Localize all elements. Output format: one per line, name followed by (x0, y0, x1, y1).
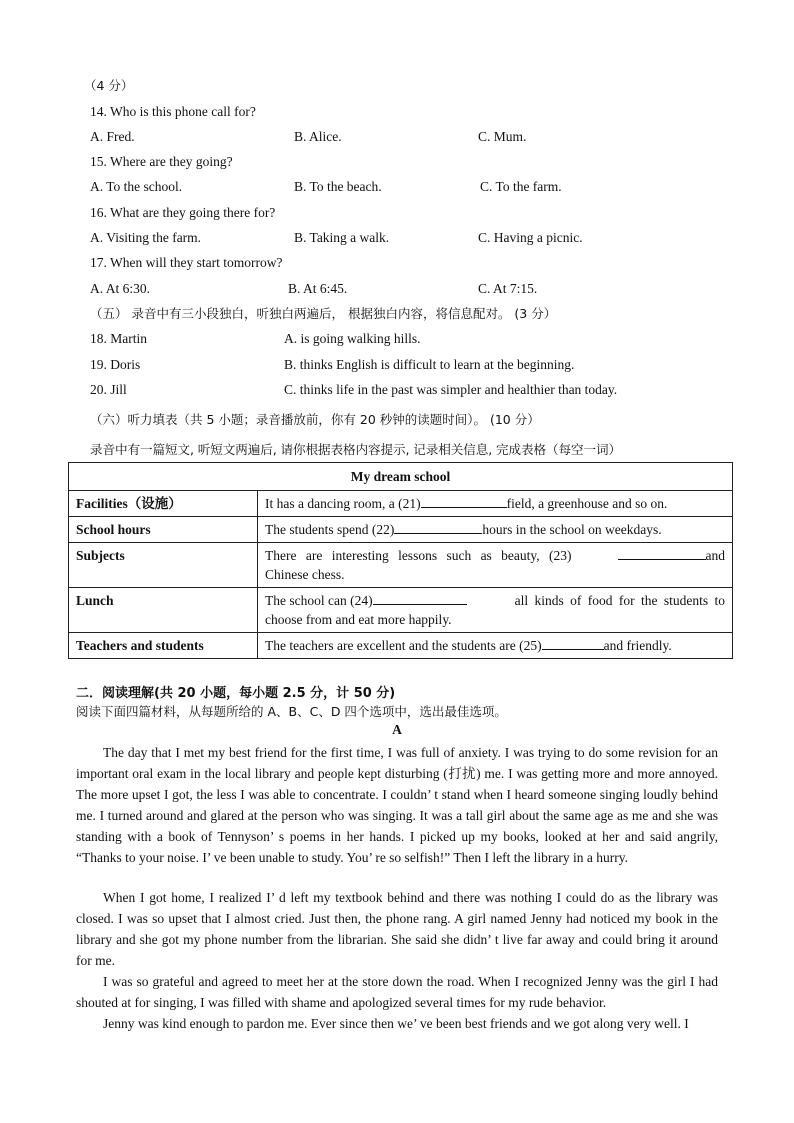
row-content: It has a dancing room, a (21) field, a greenhouse and so on. (258, 491, 733, 517)
match-option-c: C. thinks life in the past was simpler and healthier than today. (284, 382, 618, 397)
q17-option-c: C. At 7:15. (478, 281, 538, 296)
row-content: The teachers are excellent and the students are (25) and friendly. (258, 633, 733, 659)
question-14: 14. Who is this phone call for? (90, 104, 256, 119)
row-content: The students spend (22) hours in the school on weekdays. (258, 517, 733, 543)
q16-option-b: B. Taking a walk. (294, 230, 390, 245)
match-20-name: 20. Jill (90, 382, 127, 397)
q15-option-c: C. To the farm. (480, 179, 562, 194)
passage-paragraph-2: When I got home, I realized I’ d left my textbook behind and there was nothing I could do as the library was closed. I was so upset that I almost cried. Just then, the phone rang. A girl named Jenny had noticed my book in the library and she got my phone number from the librarian. She said she didn’ t live far away and could bring it around for me. (76, 890, 718, 968)
row-label: Lunch (69, 588, 258, 633)
question-15: 15. Where are they going? (90, 154, 233, 169)
table-row (69, 588, 733, 633)
passage-paragraph-1: The day that I met my best friend for the first time, I was full of anxiety. I was trying to do some revision for an important oral exam in the local library and people kept disturbing (打扰) me. I was getting more and more annoyed. The more upset I got, the less I was able to concentrate. I couldn’ t stand when I heard someone singing loudly behind me. I turned around and glared at the person who was singing. It was a tall girl about the same age as me and she was standing with a book of Tennyson’ s poems in her hands. I picked up my books, looked at her and said angrily, “Thanks to your noise. I’ ve been unable to study. You’ re so selfish!” Then I left the library in a hurry. (76, 745, 718, 865)
table-row (69, 517, 733, 543)
q17-option-b: B. At 6:45. (288, 281, 348, 296)
q15-option-a: A. To the school. (90, 179, 183, 194)
match-option-a: A. is going walking hills. (284, 331, 421, 346)
row-label: Subjects (69, 543, 258, 588)
match-19-name: 19. Doris (90, 357, 141, 372)
table-row (69, 543, 733, 588)
q15-option-b: B. To the beach. (294, 179, 382, 194)
question-16: 16. What are they going there for? (90, 205, 276, 220)
dream-school-table (68, 462, 733, 659)
part4-score: （4 分） (84, 78, 134, 93)
row-label: School hours (69, 517, 258, 543)
passage-label: A (392, 722, 402, 737)
table-row (69, 633, 733, 659)
part5-instruction: （五） 录音中有三小段独白，听独白两遍后， 根据独白内容，将信息配对。 (3 分） (90, 306, 557, 321)
row-label: Facilities（设施） (69, 491, 258, 517)
part6-instruction: （六）听力填表（共 5 小题；录音播放前，你有 20 秒钟的读题时间）。 (10 分） (90, 412, 540, 427)
row-label: Teachers and students (69, 633, 258, 659)
q16-option-c: C. Having a picnic. (478, 230, 583, 245)
answer-blank-22[interactable] (394, 520, 482, 534)
passage-paragraph-4: Jenny was kind enough to pardon me. Ever since then we’ ve been best friends and we got along very well. I (103, 1016, 689, 1031)
question-17: 17. When will they start tomorrow? (90, 255, 283, 270)
q16-option-a: A. Visiting the farm. (90, 230, 202, 245)
table-row (69, 491, 733, 517)
answer-blank-23[interactable] (618, 546, 706, 560)
match-18-name: 18. Martin (90, 331, 147, 346)
match-option-b: B. thinks English is difficult to learn at the beginning. (284, 357, 575, 372)
reading-heading: 二．阅读理解(共 20 小题，每小题 2.5 分，计 50 分) (76, 686, 396, 701)
answer-blank-25[interactable] (542, 636, 604, 650)
row-content: The school can (24) all kinds of food for the students to choose from and eat more happily. (258, 588, 733, 633)
answer-blank-21[interactable] (421, 494, 507, 508)
part6-note: 录音中有一篇短文, 听短文两遍后, 请你根据表格内容提示, 记录相关信息, 完成表格（每空一词） (90, 442, 621, 457)
passage-paragraph-3: I was so grateful and agreed to meet her at the store down the road. When I recognized Jenny was the girl I had shouted at for singing, I was filled with shame and apologized several times for my rude behavior. (76, 974, 718, 1010)
q14-option-c: C. Mum. (478, 129, 527, 144)
q17-option-a: A. At 6:30. (90, 281, 151, 296)
table-title: My dream school (69, 463, 733, 491)
q14-option-b: B. Alice. (294, 129, 342, 144)
reading-instruction: 阅读下面四篇材料，从每题所给的 A、B、C、D 四个选项中，选出最佳选项。 (76, 704, 507, 719)
answer-blank-24[interactable] (373, 591, 467, 605)
q14-option-a: A. Fred. (90, 129, 135, 144)
row-content: There are interesting lessons such as beauty, (23) and Chinese chess. (258, 543, 733, 588)
